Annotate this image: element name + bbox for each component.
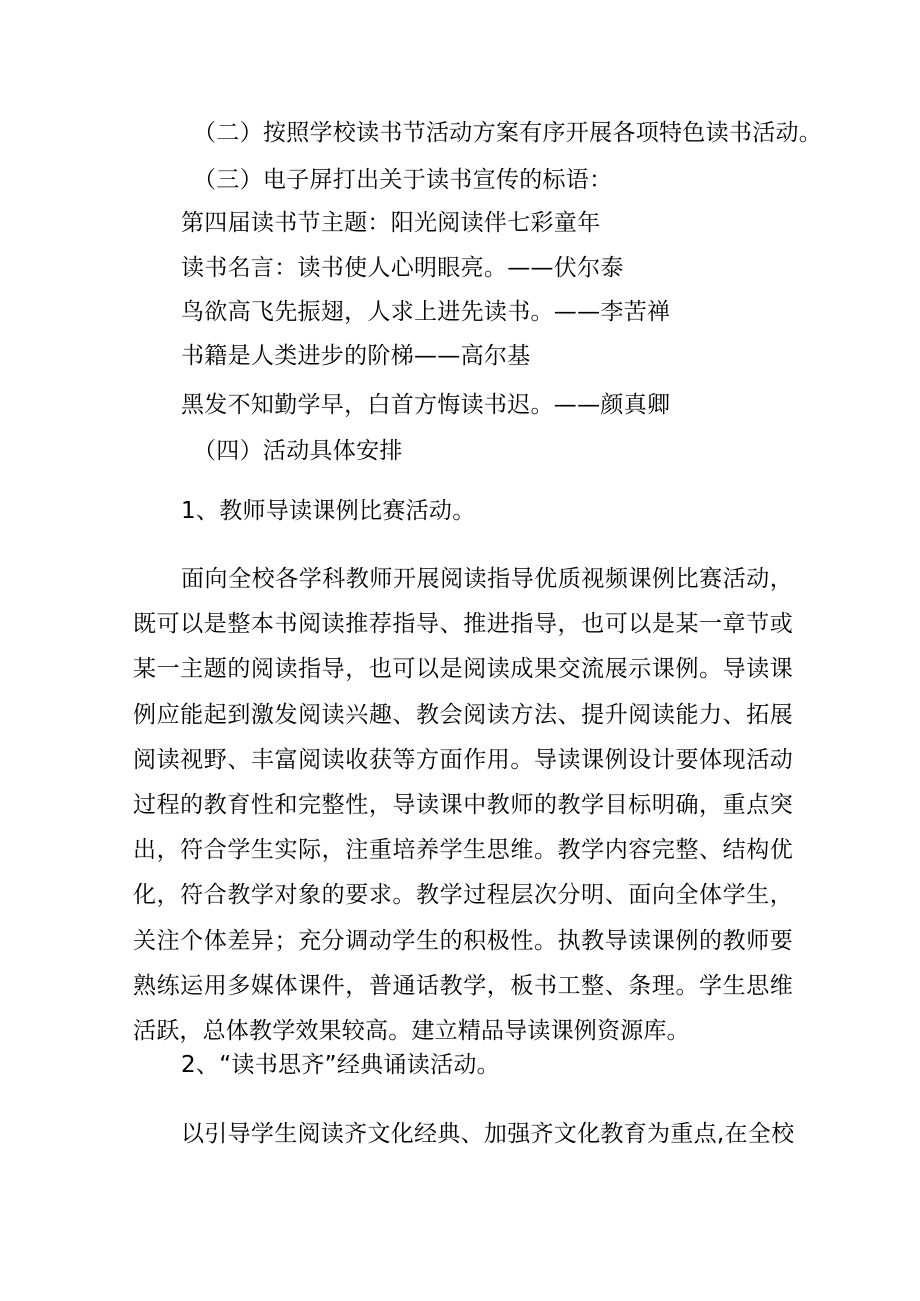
slogan-quote-yan-zhenqing: 黑发不知勤学早，白首方悔读书迟。——颜真卿 (181, 392, 671, 418)
section-two-heading: （二）按照学校读书节活动方案有序开展各项特色读书活动。 (193, 120, 823, 146)
item-one-body: 面向全校各学科教师开展阅读指导优质视频课例比赛活动，既可以是整本书阅读推荐指导、推进指导，也可以是某一章节或某一主题的阅读指导，也可以是阅读成果交流展示课例。导读课例应能起到激发阅读兴趣、教会阅读方法、提升阅读能力、拓展阅读视野、丰富阅读收获等方面作用。导读课例设计要体现活动过程的教育性和完整性，导读课中教师的教学目标明确，重点突出，符合学生实际，注重培养学生思维。教学内容完整、结构优化，符合教学对象的要求。教学过程层次分明、面向全体学生，关注个体差异；充分调动学生的积极性。执教导读课例的教师要熟练运用多媒体课件，普通话教学，板书工整、条理。学生思维活跃，总体教学效果较高。建立精品导读课例资源库。 (133, 566, 793, 1045)
item-one-heading: 1、教师导读课例比赛活动。 (181, 498, 476, 524)
slogan-quote-gorky: 书籍是人类进步的阶梯——高尔基 (181, 343, 531, 369)
slogan-theme: 第四届读书节主题：阳光阅读伴七彩童年 (181, 210, 601, 236)
item-two-heading: 2、“读书思齐”经典诵读活动。 (181, 1052, 500, 1078)
section-three-heading: （三）电子屏打出关于读书宣传的标语： (193, 167, 613, 193)
item-two-body: 以引导学生阅读齐文化经典、加强齐文化教育为重点,在全校 (181, 1121, 795, 1147)
slogan-quote-voltaire: 读书名言：读书使人心明眼亮。——伏尔泰 (181, 255, 624, 281)
slogan-quote-li-kuchan: 鸟欲高飞先振翅，人求上进先读书。——李苦禅 (181, 299, 671, 325)
section-four-heading: （四）活动具体安排 (193, 438, 403, 464)
